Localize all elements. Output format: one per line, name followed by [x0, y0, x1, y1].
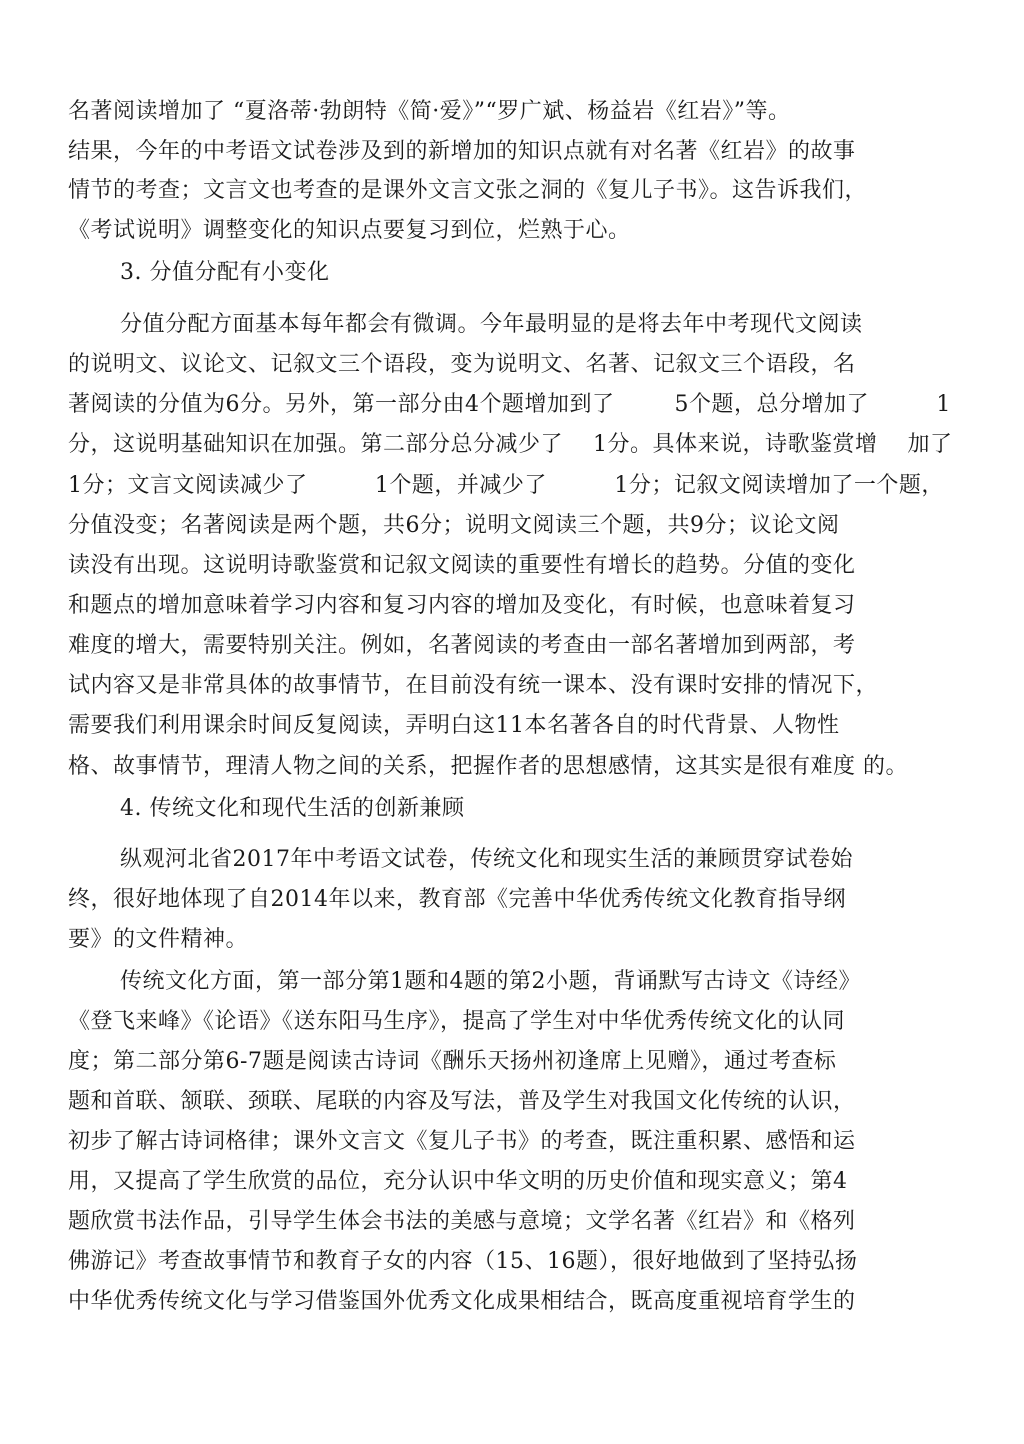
text-line: 格、故事情节，理清人物之间的关系，把握作者的思想感情，这其实是很有难度 的。 — [68, 754, 908, 779]
text-line: 分值分配方面基本每年都会有微调。今年最明显的是将去年中考现代文阅读 — [120, 312, 863, 337]
text-line: 度；第二部分第6-7题是阅读古诗词《酬乐天扬州初逢席上见赠》，通过考查标 — [68, 1049, 837, 1074]
text-line: 题欣赏书法作品，引导学生体会书法的美感与意境；文学名著《红岩》和《格列 — [68, 1209, 856, 1234]
text-line: 情节的考查；文言文也考查的是课外文言文张之洞的《复儿子书》。这告诉我们， — [68, 178, 868, 203]
text-line: 名著阅读增加了 “夏洛蒂·勃朗特《简·爱》”“罗广斌、杨益岩《红岩》”等。 — [68, 99, 791, 124]
text-line: 和题点的增加意味着学习内容和复习内容的增加及变化，有时候，也意味着复习 — [68, 593, 856, 618]
text-line: 《考试说明》调整变化的知识点要复习到位，烂熟于心。 — [68, 218, 631, 243]
text-line: 纵观河北省2017年中考语文试卷，传统文化和现实生活的兼顾贯穿试卷始 — [120, 847, 853, 872]
text-line: 1分；文言文阅读减少了 1个题，并减少了 1分；记叙文阅读增加了一个题， — [68, 473, 944, 498]
text-line: 用，又提高了学生欣赏的品位，充分认识中华文明的历史价值和现实意义；第4 — [68, 1169, 848, 1194]
text-line: 初步了解古诗词格律；课外文言文《复儿子书》的考查，既注重积累、感悟和运 — [68, 1129, 856, 1154]
text-line: 题和首联、颔联、颈联、尾联的内容及写法，普及学生对我国文化传统的认识， — [68, 1089, 856, 1114]
text-line: 《登飞来峰》《论语》《送东阳马生序》，提高了学生对中华优秀传统文化的认同 — [68, 1009, 846, 1034]
text-line: 的说明文、议论文、记叙文三个语段，变为说明文、名著、记叙文三个语段，名 — [68, 352, 856, 377]
text-line: 试内容又是非常具体的故事情节，在目前没有统一课本、没有课时安排的情况下， — [68, 673, 879, 698]
text-line: 终，很好地体现了自2014年以来，教育部《完善中华优秀传统文化教育指导纲 — [68, 887, 846, 912]
section-heading: 3. 分值分配有小变化 — [120, 260, 330, 285]
text-line: 中华优秀传统文化与学习借鉴国外优秀文化成果相结合，既高度重视培育学生的 — [68, 1289, 856, 1314]
text-line: 读没有出现。这说明诗歌鉴赏和记叙文阅读的重要性有增长的趋势。分值的变化 — [68, 553, 856, 578]
text-line: 著阅读的分值为6分。另外，第一部分由4个题增加到了 5个题，总分增加了 1 — [68, 392, 951, 417]
text-line: 分，这说明基础知识在加强。第二部分总分减少了 1分。具体来说，诗歌鉴赏增 加了 — [68, 432, 953, 457]
text-line: 结果，今年的中考语文试卷涉及到的新增加的知识点就有对名著《红岩》的故事 — [68, 139, 856, 164]
text-line: 佛游记》考查故事情节和教育子女的内容（15、16题），很好地做到了坚持弘扬 — [68, 1249, 858, 1274]
text-line: 难度的增大，需要特别关注。例如，名著阅读的考查由一部名著增加到两部，考 — [68, 633, 856, 658]
text-line: 需要我们利用课余时间反复阅读，弄明白这11本名著各自的时代背景、人物性 — [68, 713, 840, 738]
text-line: 要》的文件精神。 — [68, 927, 249, 952]
text-line: 传统文化方面，第一部分第1题和4题的第2小题，背诵默写古诗文《诗经》 — [120, 969, 861, 994]
section-heading: 4. 传统文化和现代生活的创新兼顾 — [120, 796, 465, 821]
text-line: 分值没变；名著阅读是两个题，共6分；说明文阅读三个题，共9分；议论文阅 — [68, 513, 840, 538]
